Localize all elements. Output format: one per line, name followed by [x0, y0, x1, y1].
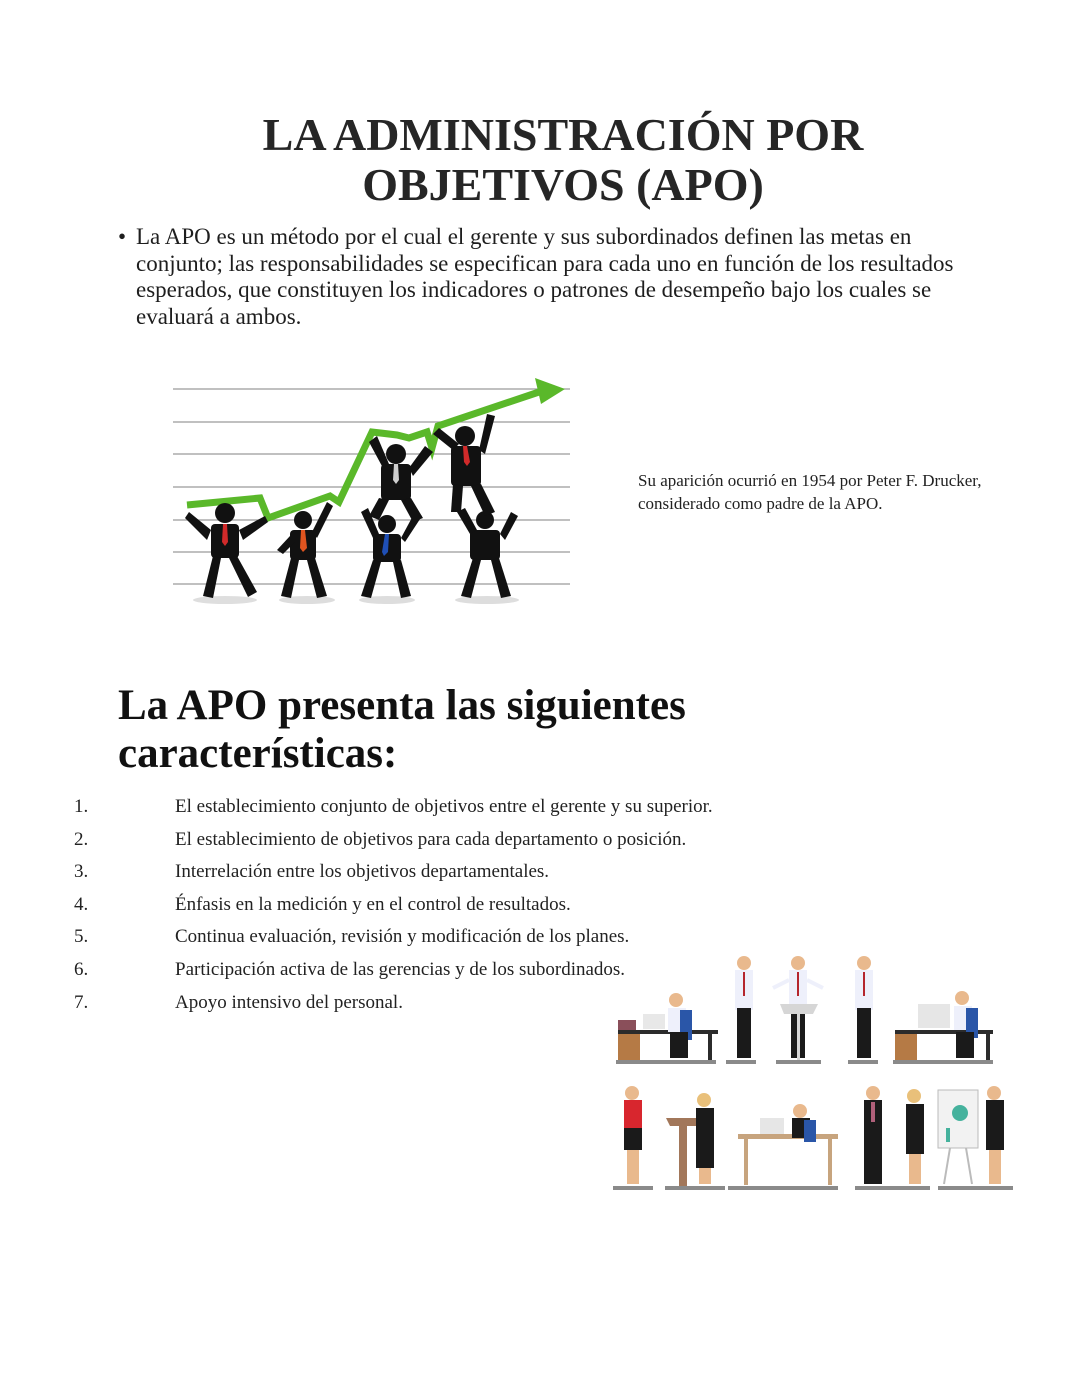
- list-item: 1. El establecimiento conjunto de objetivos entre el gerente y su superior.: [74, 796, 713, 817]
- list-item: 7. Apoyo intensivo del personal.: [74, 991, 403, 1013]
- page-title: [0, 110, 1080, 210]
- title-line-1: LA ADMINISTRACIÓN POR: [262, 109, 864, 160]
- section-heading-line-2: características:: [118, 730, 398, 777]
- office-workers-illustration: [608, 948, 1013, 1196]
- list-item: 3. Interrelación entre los objetivos departamentales.: [74, 861, 550, 883]
- section-heading: [118, 682, 818, 778]
- title-line-2: OBJETIVOS (APO): [362, 159, 764, 210]
- section-heading-line-1: La APO presenta las siguientes: [118, 682, 686, 729]
- bullet-icon: •: [118, 224, 127, 249]
- list-item: 5. Continua evaluación, revisión y modificación de los planes.: [74, 926, 630, 948]
- growth-chart-illustration: [165, 372, 575, 607]
- intro-text: La APO es un método por el cual el gerente y sus subordinados definen las metas en conjunto; las responsabilidades se especifican para cada uno en función de los resultados esperados, que constituyen los indicadores o patrones de desempeño bajo los cuales se evaluará a ambos.: [136, 224, 954, 329]
- figure-caption: Su aparición ocurrió en 1954 por Peter F. Drucker, considerado como padre de la APO.: [638, 471, 982, 513]
- intro-paragraph: [118, 224, 978, 330]
- list-item: 6. Participación activa de las gerencias y de los subordinados.: [74, 958, 626, 980]
- list-item: 4. Énfasis en la medición y en el control de resultados.: [74, 893, 571, 915]
- list-item: 2. El establecimiento de objetivos para cada departamento o posición.: [74, 828, 687, 850]
